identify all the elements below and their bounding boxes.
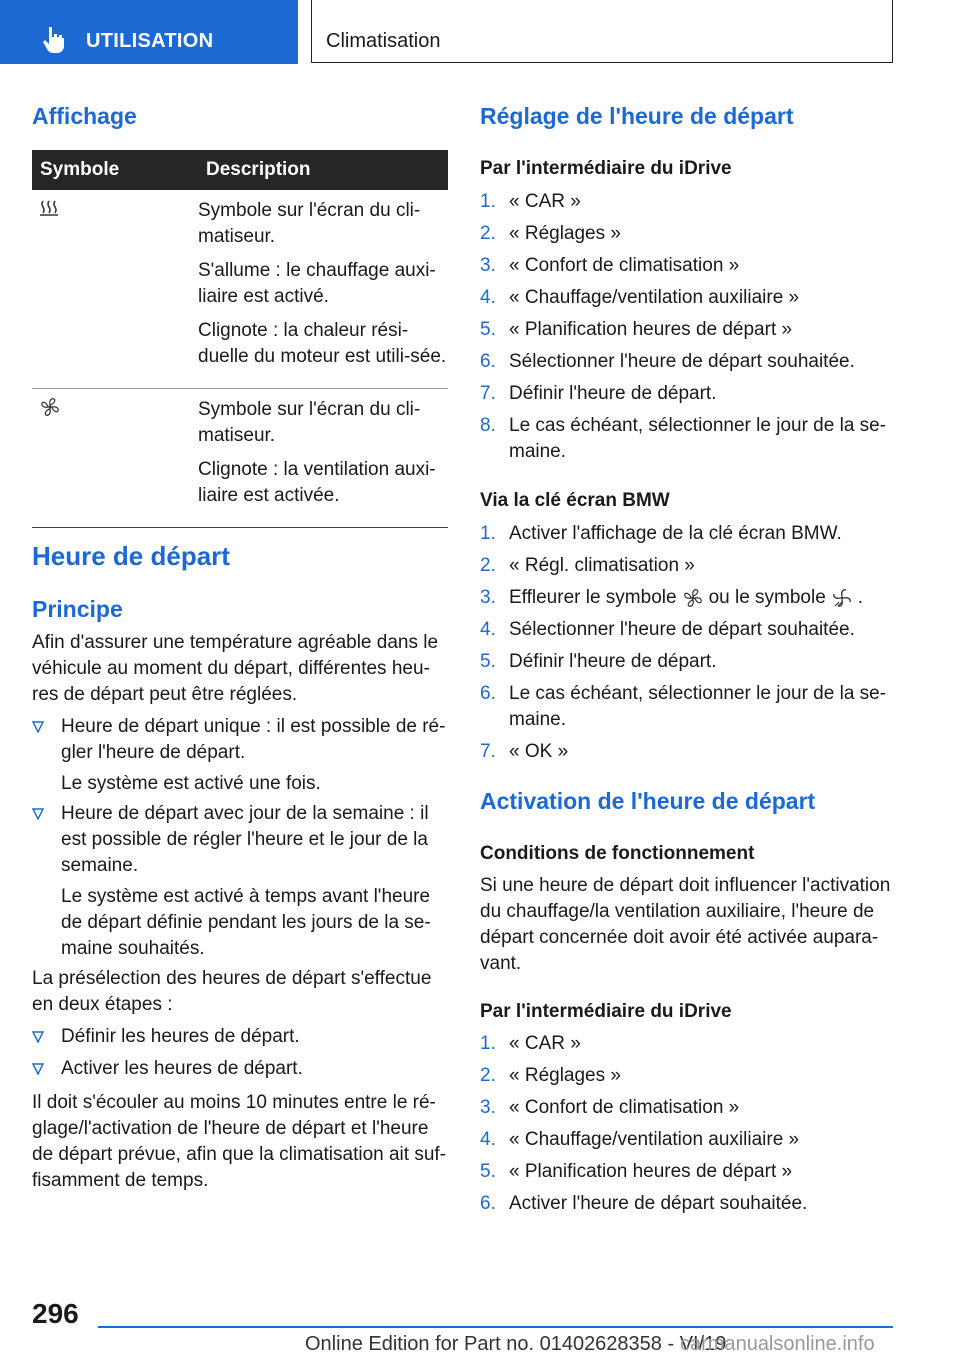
principe-text: Afin d'assurer une température agréable dans le véhicule au moment du départ, différentes heu-res de départ peut être réglées. bbox=[32, 632, 439, 705]
final-text: Il doit s'écouler au moins 10 minutes entre le ré-glage/l'activation de l'heure de départ et l'heure de départ prévue, afin que la climatisation ait suf-fisamment de temps. bbox=[32, 1092, 447, 1191]
chapter-title: Climatisation bbox=[326, 30, 441, 52]
list-item: 2. « Réglages » bbox=[480, 1065, 621, 1086]
list-item: 1. « CAR » bbox=[480, 1033, 581, 1054]
row2-desc-2: Clignote : la ventilation auxi-liaire est activée. bbox=[198, 459, 436, 506]
list-item: 8. Le cas échéant, sélectionner le jour de la se-maine. bbox=[480, 415, 887, 462]
list-item: 1. « CAR » bbox=[480, 191, 581, 212]
heure-depart-heading: Heure de départ bbox=[32, 541, 230, 571]
list-item bbox=[32, 1056, 448, 1082]
section-tab bbox=[0, 0, 298, 64]
list-item: 2. « Réglages » bbox=[480, 223, 621, 244]
triangle-bullet-icon bbox=[32, 721, 44, 733]
col-description-header: Description bbox=[198, 150, 448, 190]
list-item: 4. « Chauffage/ventilation auxiliaire » bbox=[480, 287, 800, 308]
symbol-table bbox=[32, 150, 448, 528]
hand-pointer-icon bbox=[40, 25, 68, 53]
row1-desc-1: Symbole sur l'écran du cli-matiseur. bbox=[198, 200, 421, 247]
fan-icon bbox=[683, 588, 703, 608]
principe-heading: Principe bbox=[32, 596, 123, 622]
footer-edition: Online Edition for Part no. 01402628358 - VI/19 bbox=[305, 1333, 727, 1355]
row1-desc-2: S'allume : le chauffage auxi-liaire est activé. bbox=[198, 260, 436, 307]
list-item: 5. Définir l'heure de départ. bbox=[480, 651, 717, 672]
list-item bbox=[32, 1024, 448, 1050]
chapter-box bbox=[311, 0, 893, 63]
list-item: 6. Sélectionner l'heure de départ souhaitée. bbox=[480, 351, 855, 372]
bullet-2-sub: Le système est activé à temps avant l'heure de départ définie pendant les jours de la se-maine souhaités. bbox=[61, 886, 431, 959]
row1-desc-3: Clignote : la chaleur rési-duelle du moteur est utili-sée. bbox=[198, 320, 447, 367]
list-item: 3. « Confort de climatisation » bbox=[480, 1097, 740, 1118]
list-item: 6. Activer l'heure de départ souhaitée. bbox=[480, 1193, 808, 1214]
idrive-steps bbox=[480, 189, 900, 471]
bmw-key-steps bbox=[480, 521, 900, 771]
footer-divider bbox=[98, 1326, 893, 1328]
triangle-bullet-icon bbox=[32, 1031, 44, 1043]
list-item: 5. « Planification heures de départ » bbox=[480, 1161, 793, 1182]
list-item: 4. « Chauffage/ventilation auxiliaire » bbox=[480, 1129, 800, 1150]
section-label: UTILISATION bbox=[86, 30, 214, 52]
fan-icon bbox=[40, 397, 60, 417]
idrive2-subheading: Par l'intermédiaire du iDrive bbox=[480, 1001, 732, 1022]
list-item: 3. Effleurer le symbole ou le symbole . bbox=[480, 587, 864, 608]
triangle-bullet-icon bbox=[32, 808, 44, 820]
bmw-key-subheading: Via la clé écran BMW bbox=[480, 490, 670, 511]
affichage-heading: Affichage bbox=[32, 103, 137, 129]
idrive2-steps bbox=[480, 1031, 900, 1223]
table-row bbox=[32, 190, 448, 389]
list-item bbox=[32, 801, 448, 971]
conditions-subheading: Conditions de fonctionnement bbox=[480, 843, 755, 864]
page-number: 296 bbox=[32, 1298, 79, 1329]
list-item: 2. « Régl. climatisation » bbox=[480, 555, 695, 576]
triangle-bullet-icon bbox=[32, 1063, 44, 1075]
col-symbol-header: Symbole bbox=[32, 150, 198, 190]
watermark: carmanualsonline.info bbox=[680, 1333, 875, 1355]
list-item: 3. « Confort de climatisation » bbox=[480, 255, 740, 276]
list-item: 7. Définir l'heure de départ. bbox=[480, 383, 717, 404]
list-item: 6. Le cas échéant, sélectionner le jour de la se-maine. bbox=[480, 683, 887, 730]
activation-heading: Activation de l'heure de départ bbox=[480, 788, 816, 814]
auxiliary-heating-icon bbox=[40, 198, 60, 216]
conditions-text: Si une heure de départ doit influencer l'activation du chauffage/la ventilation auxiliaire, l'heure de départ concernée doit avoir été activée aupara-vant. bbox=[480, 875, 891, 974]
row2-desc-1: Symbole sur l'écran du cli-matiseur. bbox=[198, 399, 421, 446]
heating-fan-icon bbox=[832, 588, 852, 608]
bullet-1-sub: Le système est activé une fois. bbox=[61, 773, 321, 794]
preselection-text: La présélection des heures de départ s'effectue en deux étapes : bbox=[32, 968, 432, 1015]
list-item: 4. Sélectionner l'heure de départ souhaitée. bbox=[480, 619, 855, 640]
step-1-text: Définir les heures de départ. bbox=[61, 1026, 300, 1047]
list-item: 7. « OK » bbox=[480, 741, 569, 762]
bullet-1-text: Heure de départ unique : il est possible de ré-gler l'heure de départ. bbox=[61, 716, 446, 763]
reglage-heading: Réglage de l'heure de départ bbox=[480, 103, 794, 129]
list-item: 1. Activer l'affichage de la clé écran BMW. bbox=[480, 523, 842, 544]
table-row bbox=[32, 389, 448, 528]
bullet-2-text: Heure de départ avec jour de la semaine : il est possible de régler l'heure et le jour de la semaine. bbox=[61, 803, 429, 876]
step-2-text: Activer les heures de départ. bbox=[61, 1058, 303, 1079]
idrive-subheading: Par l'intermédiaire du iDrive bbox=[480, 158, 732, 179]
list-item: 5. « Planification heures de départ » bbox=[480, 319, 793, 340]
